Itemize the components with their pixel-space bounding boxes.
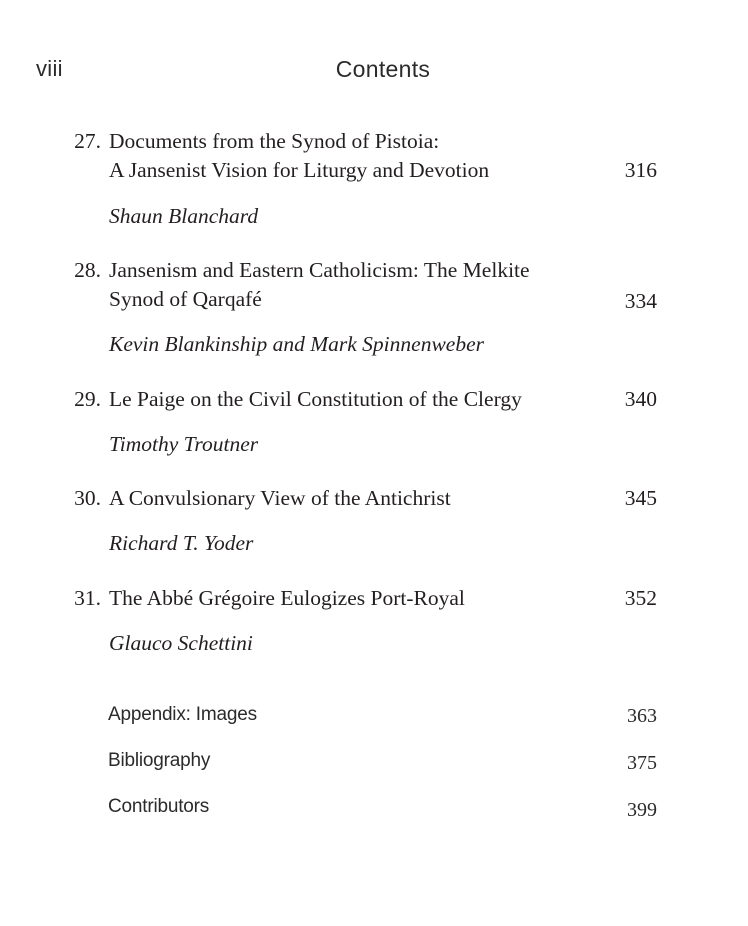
back-matter-label: Contributors bbox=[108, 796, 210, 817]
chapter-title-line: A Convulsionary View of the Antichrist bbox=[109, 486, 451, 510]
chapter-title-line: Documents from the Synod of Pistoia: bbox=[109, 129, 440, 153]
chapter-title-line: Le Paige on the Civil Constitution of the Clergy bbox=[109, 387, 522, 411]
back-matter-label: Appendix: Images bbox=[108, 704, 257, 725]
chapter-author: Shaun Blanchard bbox=[109, 204, 259, 228]
chapter-page: 352 bbox=[624, 586, 657, 610]
page-title: Contents bbox=[335, 56, 431, 82]
chapter-number: 30. bbox=[74, 486, 101, 510]
chapter-author: Timothy Troutner bbox=[109, 432, 259, 456]
chapter-title-line: The Abbé Grégoire Eulogizes Port-Royal bbox=[109, 586, 465, 610]
chapter-page: 316 bbox=[624, 158, 657, 182]
back-matter-page: 363 bbox=[627, 705, 657, 727]
chapter-number: 29. bbox=[74, 387, 101, 411]
chapter-author: Kevin Blankinship and Mark Spinnenweber bbox=[109, 332, 484, 356]
chapter-title-line: A Jansenist Vision for Liturgy and Devotion bbox=[109, 158, 490, 182]
chapter-number: 27. bbox=[74, 129, 101, 153]
back-matter-label: Bibliography bbox=[108, 750, 211, 771]
back-matter-page: 375 bbox=[627, 752, 657, 774]
back-matter-page: 399 bbox=[627, 799, 657, 821]
chapter-title-line: Synod of Qarqafé bbox=[109, 287, 262, 311]
chapter-page: 340 bbox=[624, 387, 657, 411]
page-number: viii bbox=[36, 56, 63, 81]
chapter-page: 334 bbox=[624, 289, 657, 313]
chapter-number: 31. bbox=[74, 586, 101, 610]
chapter-author: Glauco Schettini bbox=[109, 631, 253, 655]
chapter-title-line: Jansenism and Eastern Catholicism: The Melkite bbox=[109, 258, 530, 282]
chapter-page: 345 bbox=[624, 486, 657, 510]
chapter-number: 28. bbox=[74, 258, 101, 282]
chapter-author: Richard T. Yoder bbox=[109, 531, 254, 555]
